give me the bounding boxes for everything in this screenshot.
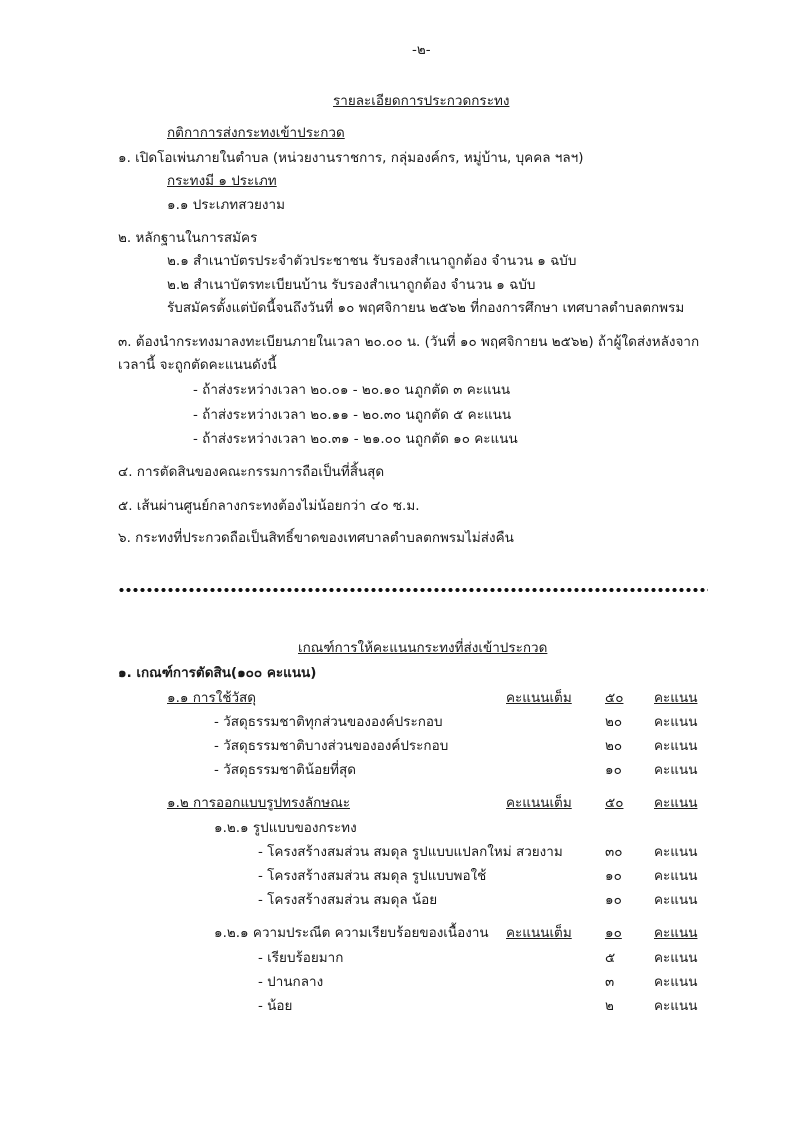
criteria-1-1-title: ๑.๑ การใช้วัสดุ [167, 690, 257, 706]
criteria-row-label: - เรียบร้อยมาก [258, 950, 344, 966]
criteria-row-label: - โครงสร้างสมส่วน สมดุล น้อย [258, 892, 438, 908]
rule-item-1-subheading: กระทงมี ๑ ประเภท [167, 173, 277, 189]
rule-item-2-note: รับสมัครตั้งแต่บัดนี้จนถึงวันที่ ๑๐ พฤศจิกายน ๒๕๖๒ ที่กองการศึกษา เทศบาลตำบลตกพรม [167, 300, 685, 316]
score-unit: คะแนน [654, 762, 698, 778]
criteria-1-2-title: ๑.๒ การออกแบบรูปทรงลักษณะ [167, 795, 350, 811]
rule-item-2-2: ๒.๒ สำเนาบัตรทะเบียนบ้าน รับรองสำเนาถูกต้อง จำนวน ๑ ฉบับ [167, 277, 536, 293]
score-unit: คะแนน [654, 950, 698, 966]
section-title-details: รายละเอียดการประกวดกระทง [333, 93, 510, 109]
dotted-separator [118, 587, 708, 593]
criteria-1-2-2-title: ๑.๒.๑ ความประณีต ความเรียบร้อยของเนื้องาน [214, 925, 489, 941]
criteria-row-score: ๒๐ [605, 738, 623, 754]
rule-item-2: ๒. หลักฐานในการสมัคร [118, 230, 258, 246]
criteria-row-label: - น้อย [258, 998, 293, 1014]
criteria-row-score: ๓๐ [605, 844, 623, 860]
score-unit: คะแนน [654, 690, 698, 706]
score-unit: คะแนน [654, 795, 698, 811]
criteria-row-score: ๒๐ [605, 714, 623, 730]
score-unit: คะแนน [654, 714, 698, 730]
criteria-row-score: ๑๐ [605, 762, 622, 778]
criteria-row-score: ๕ [605, 950, 616, 966]
criteria-row-label: - โครงสร้างสมส่วน สมดุล รูปแบบแปลกใหม่ สวยงาม [258, 844, 563, 860]
score-unit: คะแนน [654, 868, 698, 884]
penalty-deduct: ถูกตัด ๑๐ คะแนน [415, 431, 518, 447]
criteria-row-score: ๑๐ [605, 868, 622, 884]
criteria-row-label: - โครงสร้างสมส่วน สมดุล รูปแบบพอใช้ [258, 868, 487, 884]
penalty-range: - ถ้าส่งระหว่างเวลา ๒๐.๐๑ - ๒๐.๑๐ น. [193, 382, 418, 398]
penalty-range: - ถ้าส่งระหว่างเวลา ๒๐.๓๑ - ๒๑.๐๐ น. [193, 431, 419, 447]
rule-item-3-line2: เวลานี้ จะถูกตัดคะแนนดังนี้ [118, 357, 277, 373]
rule-item-1-1: ๑.๑ ประเภทสวยงาม [167, 197, 286, 213]
criteria-row-score: ๓ [605, 974, 615, 990]
penalty-deduct: ถูกตัด ๓ คะแนน [415, 382, 511, 398]
criteria-row-score: ๑๐ [605, 892, 622, 908]
rules-heading: กติกาการส่งกระทงเข้าประกวด [167, 125, 345, 141]
rule-item-3-line1: ๓. ต้องนำกระทงมาลงทะเบียนภายในเวลา ๒๐.๐๐ น. (วันที่ ๑๐ พฤศจิกายน ๒๕๖๒) ถ้าผู้ใดส่งหลังจาก [118, 334, 700, 350]
rule-item-1: ๑. เปิดโอเพ่นภายในตำบล (หน่วยงานราชการ, กลุ่มองค์กร, หมู่บ้าน, บุคคล ฯลฯ) [118, 150, 584, 166]
rule-item-6: ๖. กระทงที่ประกวดถือเป็นสิทธิ์ขาดของเทศบาลตำบลตกพรมไม่ส่งคืน [118, 530, 514, 546]
section-title-criteria: เกณฑ์การให้คะแนนกระทงที่ส่งเข้าประกวด [298, 640, 548, 656]
page-number: -๒- [412, 42, 431, 58]
criteria-row-label: - วัสดุธรรมชาติบางส่วนขององค์ประกอบ [214, 738, 449, 754]
criteria-row-label: - ปานกลาง [258, 974, 324, 990]
full-score-value: ๕๐ [605, 795, 624, 811]
full-score-label: คะแนนเต็ม [506, 690, 572, 706]
full-score-value: ๕๐ [605, 690, 624, 706]
criteria-1-2-1-title: ๑.๒.๑ รูปแบบของกระทง [214, 820, 357, 836]
score-unit: คะแนน [654, 974, 698, 990]
criteria-row-label: - วัสดุธรรมชาติทุกส่วนขององค์ประกอบ [214, 714, 443, 730]
penalty-range: - ถ้าส่งระหว่างเวลา ๒๐.๑๑ - ๒๐.๓๐ น. [193, 407, 419, 423]
full-score-label: คะแนนเต็ม [506, 925, 572, 941]
rule-item-5: ๕. เส้นผ่านศูนย์กลางกระทงต้องไม่น้อยกว่า ๔๐ ซ.ม. [118, 498, 420, 514]
rule-item-2-1: ๒.๑ สำเนาบัตรประจำตัวประชาชน รับรองสำเนาถูกต้อง จำนวน ๑ ฉบับ [167, 253, 577, 269]
criteria-row-score: ๒ [605, 998, 614, 1014]
score-unit: คะแนน [654, 844, 698, 860]
score-unit: คะแนน [654, 925, 698, 941]
score-unit: คะแนน [654, 892, 698, 908]
penalty-deduct: ถูกตัด ๕ คะแนน [415, 407, 512, 423]
full-score-value: ๑๐ [605, 925, 622, 941]
score-unit: คะแนน [654, 738, 698, 754]
criteria-row-label: - วัสดุธรรมชาติน้อยที่สุด [214, 762, 357, 778]
score-unit: คะแนน [654, 998, 698, 1014]
full-score-label: คะแนนเต็ม [506, 795, 572, 811]
criteria-heading: ๑. เกณฑ์การตัดสิน(๑๐๐ คะแนน) [118, 665, 317, 681]
rule-item-4: ๔. การตัดสินของคณะกรรมการถือเป็นที่สิ้นสุด [118, 464, 385, 480]
